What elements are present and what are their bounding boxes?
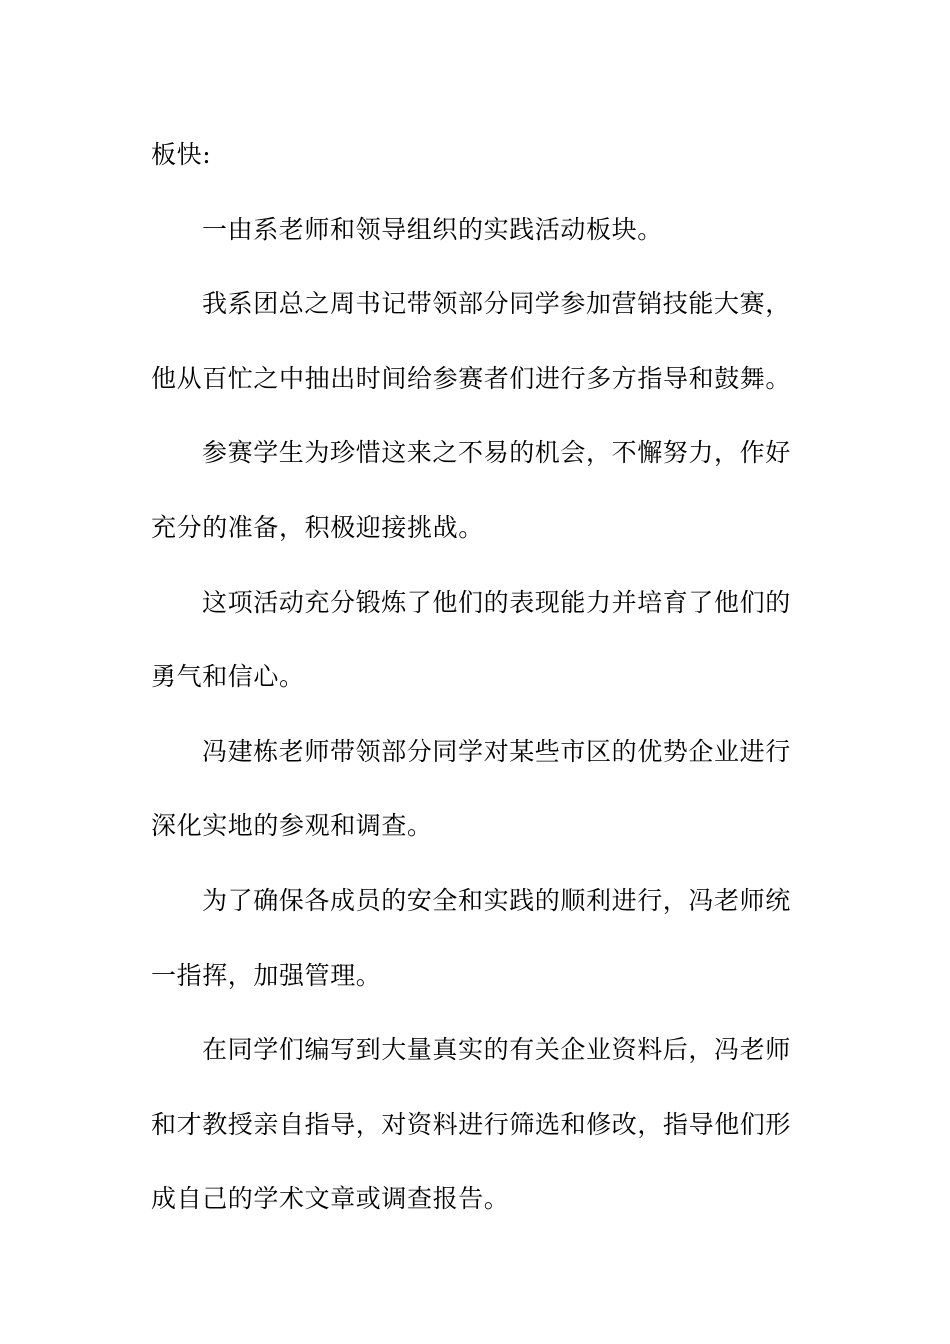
text-line: 这项活动充分锻炼了他们的表现能力并培育了他们的 — [202, 587, 791, 617]
text-line: 冯建栋老师带领部分同学对某些市区的优势企业进行 — [202, 736, 791, 766]
text-line: 和才教授亲自指导，对资料进行筛选和修改，指导他们形 — [151, 1109, 792, 1139]
text-line: 成自己的学术文章或调查报告。 — [151, 1184, 510, 1214]
text-line: 我系团总之周书记带领部分同学参加营销技能大赛， — [202, 289, 791, 319]
text-line: 在同学们编写到大量真实的有关企业资料后，冯老师 — [202, 1035, 791, 1065]
text-line: 为了确保各成员的安全和实践的顺利进行，冯老师统 — [202, 885, 791, 915]
text-line: 参赛学生为珍惜这来之不易的机会，不懈努力，作好 — [202, 438, 791, 468]
text-line: 充分的准备，积极迎接挑战。 — [151, 512, 484, 542]
text-line: 他从百忙之中抽出时间给参赛者们进行多方指导和鼓舞。 — [151, 363, 792, 393]
text-line: 深化实地的参观和调查。 — [151, 811, 433, 841]
text-line: 一指挥，加强管理。 — [151, 960, 382, 990]
document-body — [151, 130, 791, 1249]
text-line: 板快: — [151, 140, 212, 169]
text-line: 一由系老师和领导组织的实践活动板块。 — [202, 214, 663, 244]
text-line: 勇气和信心。 — [151, 662, 305, 692]
